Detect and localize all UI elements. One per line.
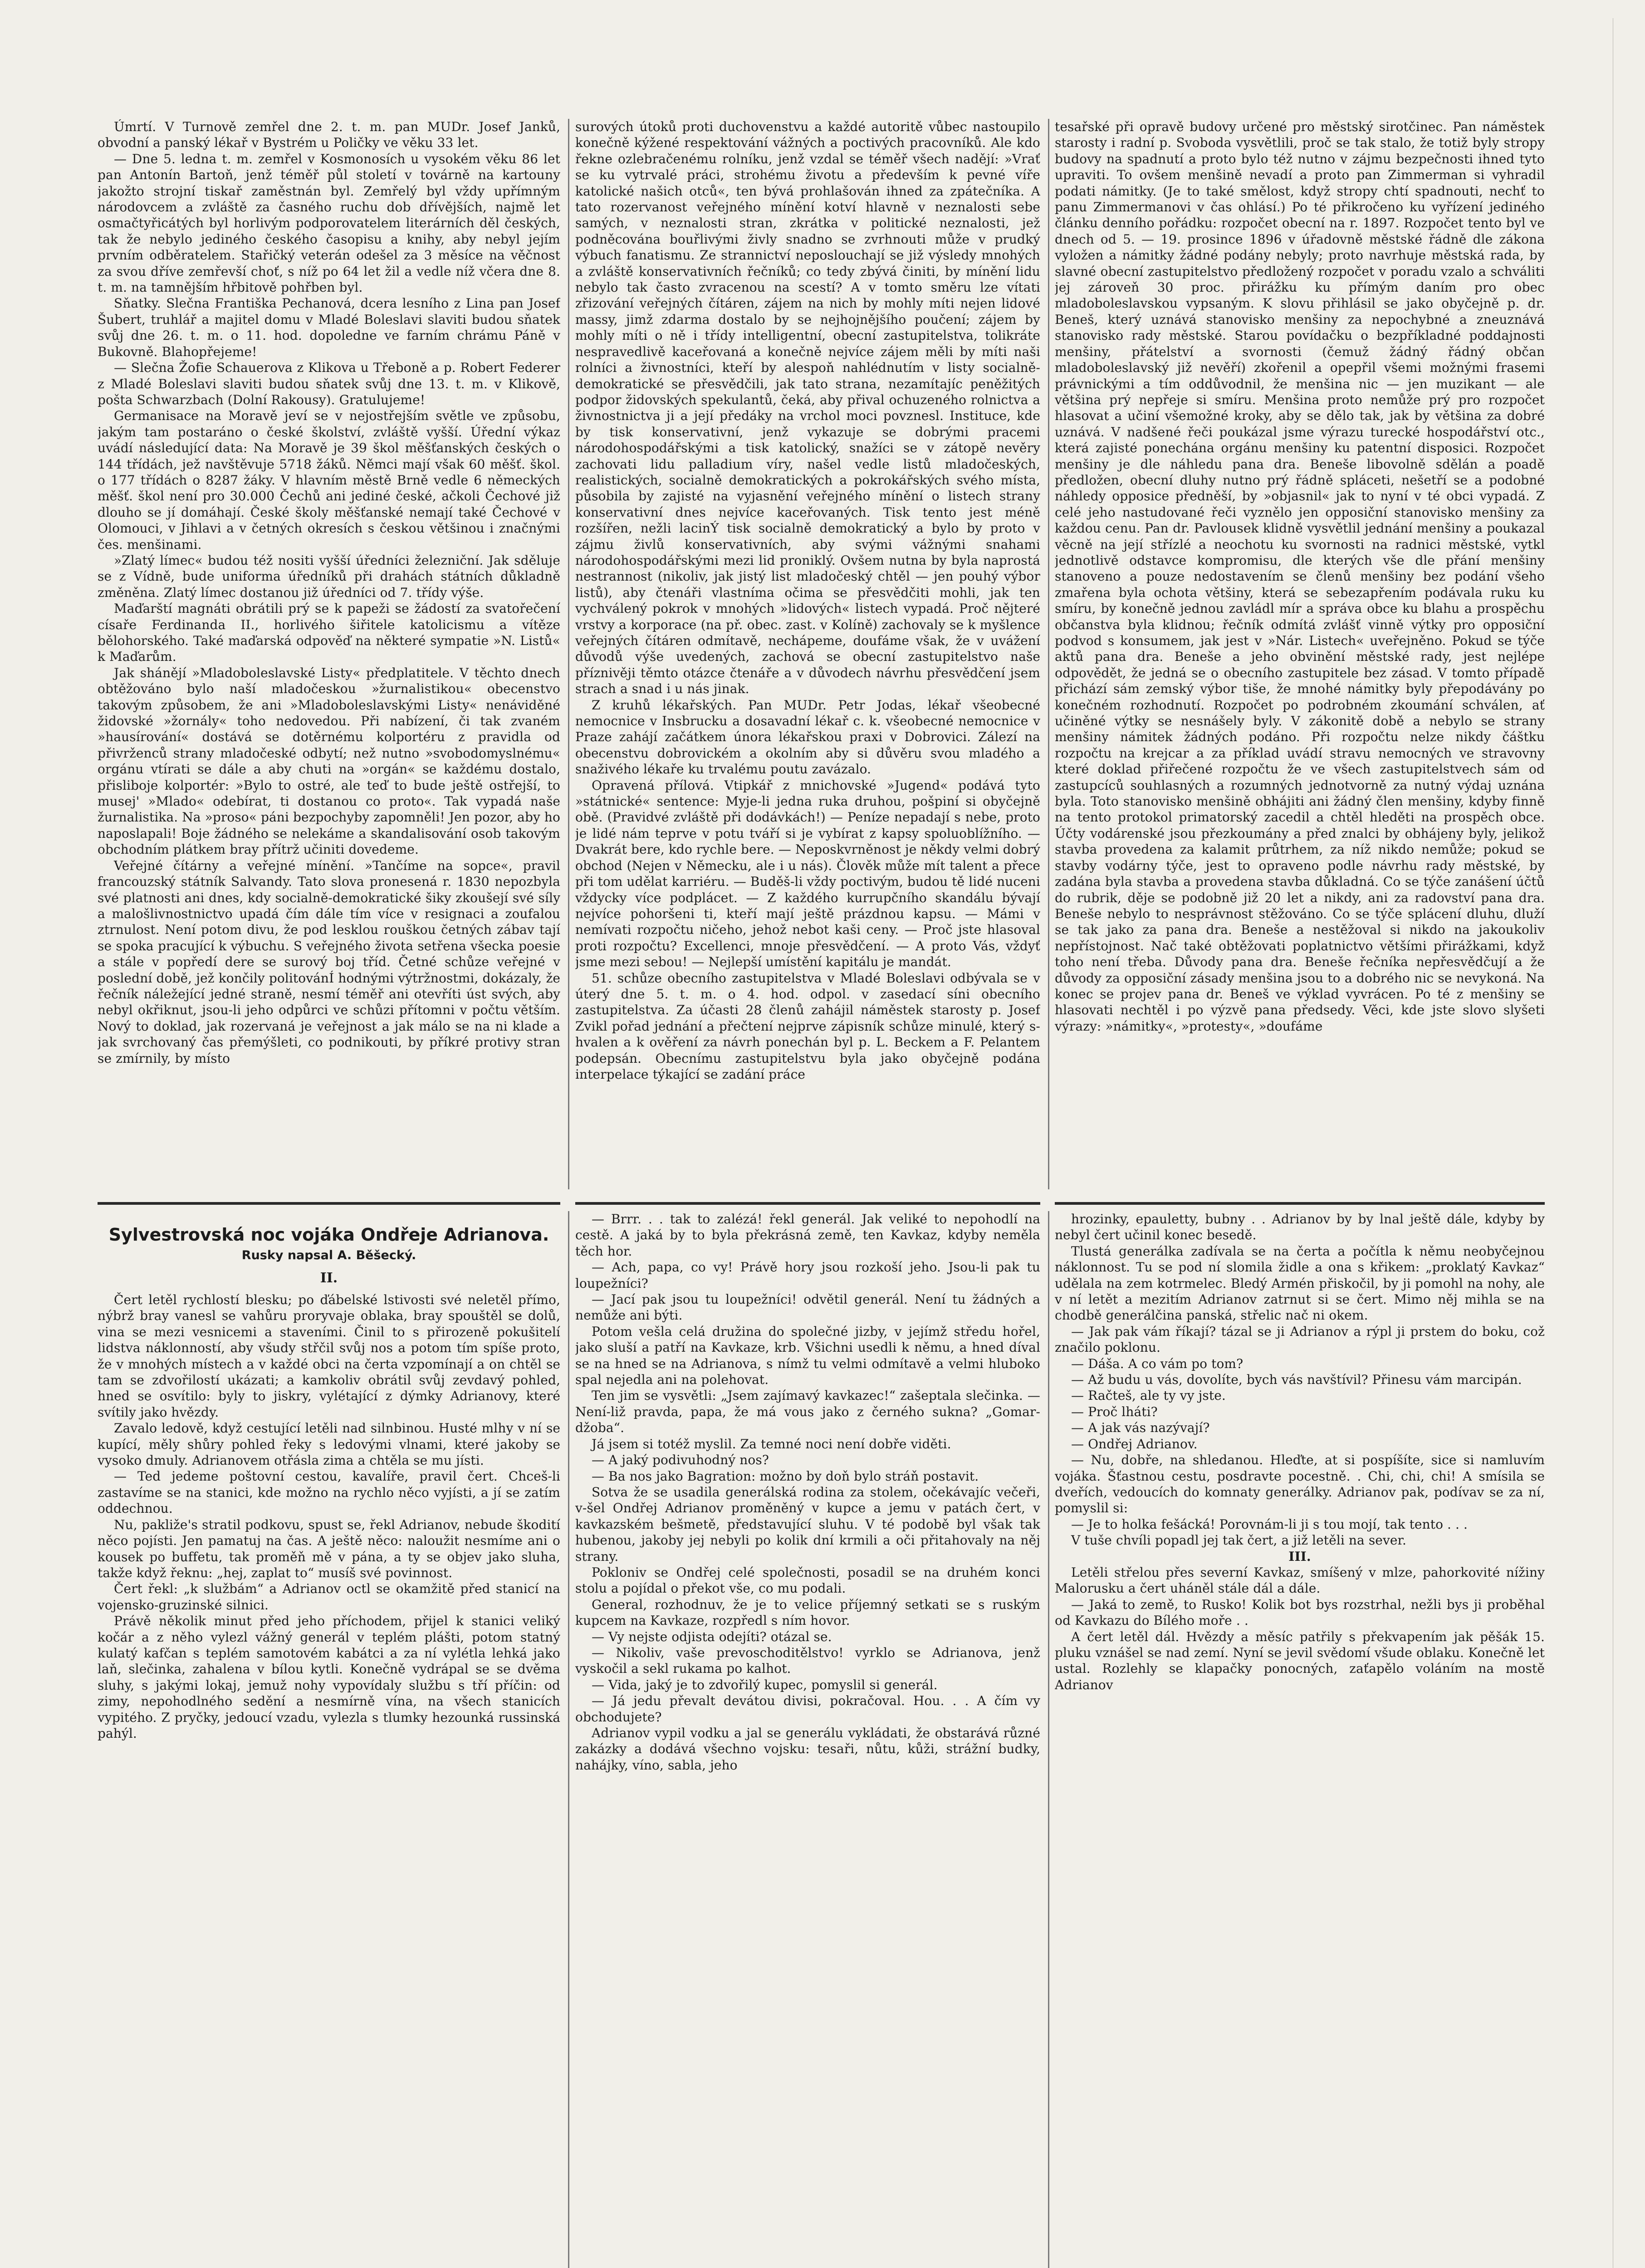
feuilleton-paragraph: — Jak pak vám říkají? tázal se ji Adrianov a rýpl ji prstem do boku, což značilo poklonu.	[1055, 1324, 1545, 1355]
feuilleton-paragraph: — Brrr. . . tak to zalézá! řekl generál. Jak veliké to nepohodlí na cestě. A jaká by to byla překrásná země, ten Kavkaz, kdyby neměla těch hor.	[575, 1212, 1040, 1259]
feuilleton-paragraph: — Vida, jaký je to zdvořilý kupec, pomyslil si generál.	[592, 1677, 938, 1692]
news-paragraph: tesařské při opravě budovy určené pro městský sirotčinec. Pan náměstek starosty i radní p. Svoboda vysvětlili, proč se tak stalo, že totiž byly stropy budovy na spadnutí a proto bylo též nutno v zájmu bezpečnosti ihned tyto upraviti. To ovšem menšině nevadí a proto pan Zimmerman si vyhradil podati námitky. (Je to také smělost, když stropy chtí spadnouti, nechť to panu Zimmermanovi v čas ohlásí.) Po té přikročeno ku vyřízení jediného článku denního pořádku: rozpočet obecní na r. 1897. Rozpočet tento byl ve dnech od 5. — 19. prosince 1896 v úřadovně městské řádně dle zákona vyložen a námitky žádné podány nebyly; proto navrhuje městská rada, by slavné obecní zastupitelstvo předložený rozpočet v poradu vzalo a schváliti jej zároveň 30 proc. přirážku ku přímým daním pro obec mladoboleslavskou vypsaným. K slovu přihlásil se jako obyčejně p. dr. Beneš, který uznává stanovisko menšiny za nepochybné a zneuznává stanovisko rady městské. Starou povídačku o bezpříkladné poddajnosti menšiny, přátelství a svornosti (čemuž žádný řádný občan mladoboleslavský již nevěří) zkořenil a opepřil všemi možnými frasemi právnickými a tím oddůvodnil, že menšina nic — jen muzikant — ale většina prý nepřeje si smíru. Menšina proto nemůže prý pro rozpočet hlasovat a učiní všemožné kroky, aby se dělo tak, jak by většina za dobré uznává. V nadšené řeči poukázal jsme výrazu turecké hospodářství otc., která zajisté ponechána orgánu menšiny ku patentní disposici. Rozpočet menšiny je dle náhledu pana dra. Beneše libovolně sdělán a poadě předložen, obecní dluhy nutno prý řádně spláceti, nešetří se a podobné náhledy opposice předněší, by »objasnil« jak to nyní v té obci vypadá. Z celé jeho nastudované řeči vyznělo jen opposiční stanovisko menšiny za každou cenu. Pan dr. Pavlousek klidně vysvětlil jednání menšiny a poukazal věcně na její střízlé a neochotu ku svornosti na radnici městské, vytkl jednotlivě odstavce kompromisu, dle kterých vše dle přání menšiny stanoveno a pouze nedostavením se členů menšiny bez podání všeho zmařena byla ochota většiny, která se sebezapřením podávala ruku ku smíru, by konečně jednou zavládl mír a správa obce ku blahu a prospěchu občanstva byla klidnou; řečník odmítá zvlášť vinně výtky pro opposiční podvod s konsumem, jak jest v »Nár. Listech« uveřejněno. Pokud se týče aktů pana dra. Beneše a jeho obvinění městské rady, jest nejlépe odpovědět, že jedná se o obecního zastupitele bez zásad. V tomto případě přichází sám zemský výbor tiše, že mnohé námitky byly přepodávány po konečném rozhodnutí. Rozpočet po podrobném zkoumání schválen, ať učiněné výtky se nesnášely byly. V zákonitě době a nebylo se strany menšiny námitek žádných podáno. Při rozpočtu nelze nikdy čáštku rozpočtu na krejcar a za příklad uvádí stravu nemocných ve stravovny které doklad přiřečené rozpočtu že ve všech zastupitelstvech sám od zastupcíců souhlasných a rozumných jednotvorně za nutný výdaj uznána byla. Toto stanovisko menšině obhájiti ani žádný člen menšiny, kdyby finně na tento protokol primatorský zacedil a chtěl hleděti na prospěch obce. Účty vodárenské jsou přezkoumány a před znalci by obhájeny byly, jelikož stavba provedena za kalamit průtrhem, za níž nikdo nemůže; pokud se stavby vodárny týče, jest to opraveno podle návrhu rady městské, by zadána byla stavba a provedena stavba důkladná. Co se týče zanášení účtů do rubrik, děje se podobně již 20 let a nikdy, ani za radovství pana dra. Beneše nebylo to nesprávnost stěžováno. Co se týče splácení dluhu, dluží se tak jako za pana dra. Beneše a nestěžoval si nikdo na jakoukoliv nepřístojnost. Nač také obtěžovati poplatnictvo většími přirážkami, když toho není třeba. Důvody pana dra. Beneše řečníka nepřesvědčují a že důvody za opposiční zásady menšina jsou to a dobrého nic se nevykoná. Na konec se projev pana dr. Beneš ve výklad vyvrácen. Po té z menšiny se hlasovati nechtěl i po výzvě pana předsedy. Věci, kde jste slovo slyšeti výrazy: »námitky«, »protesty«, »doufáme	[1055, 119, 1545, 1034]
feuilleton-paragraph: — Ondřej Adrianov.	[1071, 1436, 1198, 1452]
feuilleton-paragraph: — Nikoliv, vaše prevoschoditělstvo! vyrklo se Adrianova, jenž vyskočil a sekl rukama po kalhot.	[575, 1645, 1040, 1677]
feuilleton-paragraph: — Ba nos jako Bagration: možno by doň bylo stráň postavit.	[592, 1468, 979, 1484]
feuilleton-paragraph: hrozinky, epauletty, bubny . . Adrianov by by lnal ještě dále, kdyby by nebyl čert učinil konec besedě.	[1055, 1212, 1545, 1243]
news-paragraph: Úmrtí. V Turnově zemřel dne 2. t. m. pan MUDr. Josef Janků, obvodní a panský lékař v Bystrém u Poličky ve věku 33 let.	[98, 119, 560, 151]
feuilleton-paragraph: — Jací pak jsou tu loupežníci! odvětil generál. Není tu žádných a nemůže ani býti.	[575, 1292, 1040, 1323]
feuilleton-paragraph: — Dáša. A co vám po tom?	[1071, 1356, 1244, 1371]
feuilleton-column-3	[1055, 1211, 1545, 2268]
feuilleton-paragraph: Právě několik minut před jeho příchodem, přijel k stanici veliký kočár a z něho vylezl vážný generál v teplém plášti, potom statný kulatý kafčan s teplém samotovém kabátci a za ní vylétla lehká jako laň, slečinka, zahalena v bílou kytli. Konečně vydrápal se se dvěma sluhy, s jakými lokaj, jemuž nohy vypovídaly službu s tří příčin: od zimy, nepohodlného sedění a nesmírně vína, na všech stanicích vypitého. Z pryčky, jedoucí vzadu, vylezla s tlumky hezounká russinská pahýl.	[98, 1613, 560, 1741]
feuilleton-paragraph: — Račteš, ale ty vy jste.	[1071, 1388, 1226, 1403]
feuilleton-paragraph: Zavalo ledově, když cestující letěli nad silnbinou. Husté mlhy v ní se kupící, měly shůry pohled řeky s ledovými vlnami, které jakoby se vysoko dmuly. Adrianovem otřásla zima a chtěla se mu jísti.	[98, 1421, 560, 1468]
news-paragraph: Maďarští magnáti obrátili prý se k papeži se žádostí za svatořečení císaře Ferdinanda II., horlivého šiřitele katolicismu a vítěze bělohorského. Také maďarská odpověď na některé sympatie »N. Listů« k Maďarům.	[98, 601, 560, 665]
feuilleton-paragraph: Čert řekl: „k službám“ a Adrianov octl se okamžitě před stanicí na vojensko-gruzinské silnici.	[98, 1581, 560, 1613]
feuilleton-paragraph: Ten jim se vysvětli: „Jsem zajímavý kavkazec!“ zašeptala slečinka. — Není-liž pravda, papa, že má vous jako z černého sukna? „Gomar-džoba“.	[575, 1388, 1040, 1436]
feuilleton-paragraph: Adrianov vypil vodku a jal se generálu vykládati, že obstarává různé zakázky a dodává všechno vojsku: tesaři, nůtu, kůži, strážní budky, nahájky, víno, sabla, jeho	[575, 1725, 1040, 1773]
feuilleton-paragraph: A čert letěl dál. Hvězdy a měsíc patřily s překvapením jak pěšák 15. pluku vznášel se nad zemí. Nyní se jevil svědomí všude oblaku. Konečně let ustal. Rozlehly se klapačky ponocných, zaťapělo voláním na mostě Adrianov	[1055, 1629, 1545, 1692]
feuilleton-paragraph: — Až budu u vás, dovolíte, bych vás navštívil? Přinesu vám marcipán.	[1071, 1372, 1522, 1388]
feuilleton-divider-1	[568, 1211, 569, 2268]
feuilleton-paragraph: Potom vešla celá družina do společné jizby, v jejímž středu hořel, jako sluší a patří na Kavkaze, krb. Všichni usedli k němu, a hned díval se na hned se na Adrianova, s nímž tu velmi odmítavě a velmi hluboko spal nejedla ani na polehovat.	[575, 1324, 1040, 1388]
feuilleton-part-number: II.	[320, 1270, 338, 1286]
feuilleton-paragraph: — A jak vás nazývají?	[1071, 1420, 1210, 1436]
feuilleton-paragraph: — Nu, dobře, na shledanou. Hleďte, at si pospíšíte, sice si namluvím vojáka. Šťastnou cestu, posdravte pocestně. . Chi, chi, chi! A smísila se dveřích, vedoucích do komnaty generálky. Adrianov pak, podívav se za ní, pomyslil si:	[1055, 1452, 1545, 1516]
feuilleton-paragraph: III.	[1288, 1549, 1311, 1564]
feuilleton-paragraph: — Vy nejste odjista odejíti? otázal se.	[592, 1629, 832, 1644]
feuilleton-rule-left	[98, 1202, 560, 1205]
feuilleton-paragraph: — Jaká to země, to Rusko! Kolik bot bys rozstrhal, nežli bys ji proběhal od Kavkazu do Bílého moře . .	[1055, 1597, 1545, 1628]
column-divider-1	[568, 119, 569, 1189]
news-paragraph: surových útoků proti duchovenstvu a každé autoritě vůbec nastoupilo konečně kýžené respektování vážných a poctivých pracovníků. Ale kdo řekne ozlebračenému rolníku, jenž vzdal se téměř všech nadějí: »Vrať se ku vytrvalé práci, strohému životu a především k pevné víře katolické našich otců«, ten bývá prohlašován ihned za zpátečníka. A tato rozervanost veřejného mínění kotví hlavně v neznalosti sebe samých, v neznalosti stran, zkrátka v politické neznalosti, jež podněcována bouřlivými živly snadno se zvrhnouti může v prudký výbuch fanatismu. Ze strannictví neposlouchají se již výsledy mnohých a zvláště konservativních řečníků; co tedy zbývá činiti, by mínění lidu nebylo tak často zvracenou na scestí? A v tomto směru lze vítati zřizování veřejných čítáren, zájem na nich by mohly míti nejen lidové massy, jimž zdarma dostalo by se nejhojnějšího poučení; zájem by mohly míti o ně i třídy intelligentní, obecní zastupitelstva, tolikráte nespravedlivě kaceřovaná a konečně nejvíce zájem měli by míti naši rolníci a živnostníci, kteří by alespoň nahlédnutím v listy socialně-demokratické se přesvědčili, jak tato strana, nezamítajíc peněžitých podpor židovských spekulantů, čeká, aby přival ochuzeného rolnictva a živnostnictva ji a její předáky na vrchol moci povznesl. Instituce, kde by tisk konservativní, jenž vykazuje se dobrými pracemi národohospodářskými a tisk katolický, snažíci se v zátopě nevěry zachovati lidu palladium víry, našel vedle listů mladočeských, realistických, socialně demokratických a pokrokářských svého místa, působila by zajisté na vyjasnění veřejného mínění o listech strany konservativní dnes nejvíce kaceřovaných. Tisk tento jest méně rozšířen, nežli lacinÝ tisk socialně demokratický a bylo by proto v zájmu živlů konservativních, aby svými vážnými snahami národohospodářskými mezi lid proniklý. Ovšem nutna by byla naprostá nestrannost (nikoliv, jak jistý list mladočeský chtěl — jen pouhý výbor listů), aby čtenáři vlastníma očima se přesvědčiti mohli, jak ten vychválený pokrok v mnohých »lidových« listech vypadá. Proč nějteré vrstvy a korporace (na př. obec. zast. v Kolíně) zachovaly se k myšlence veřejných čítáren odmítavě, nechápeme, doufáme však, že v uvážení důvodů výše uvedených, zachová se obecní zastupitelstvo naše příznivěji těmto otázce čtenáře a v důvodech návrhu přesvědčení jsem strach a snad i u nás jinak.	[575, 119, 1040, 697]
feuilleton-paragraph: Já jsem si totéž myslil. Za temné noci není dobře viděti.	[592, 1436, 951, 1452]
feuilleton-paragraph: — Ted jedeme poštovní cestou, kavalíře, pravil čert. Chceš-li zastavíme se na stanici, kde možno na rychlo něco vyjísti, a jí se zatím oddechnou.	[98, 1469, 560, 1516]
column-divider-2	[1048, 119, 1049, 1189]
feuilleton-paragraph: V tuše chvíli popadl jej tak čert, a již letěli na sever.	[1071, 1533, 1406, 1548]
news-paragraph: — Slečna Žofie Schauerova z Klikova u Třeboně a p. Robert Federer z Mladé Boleslavi slaviti budou sňatek svůj dne 13. t. m. v Klikově, pošta Schwarzbach (Dolní Rakousy). Gratulujeme!	[98, 360, 560, 407]
feuilleton-title: Sylvestrovská noc vojáka Ondřeje Adrianova.	[108, 1225, 549, 1245]
feuilleton-rule-mid	[575, 1202, 1040, 1205]
feuilleton-paragraph: — Proč lháti?	[1071, 1404, 1158, 1419]
feuilleton-paragraph: Nu, pakliže's stratil podkovu, spust se, řekl Adrianov, nebude škodití něco pojísti. Jen pamatuj na čas. A ještě něco: naloužit nesmíme ani o kousek po buffetu, tak proměň mě v pána, a ty se objev jako sluha, takže když řeknu: „hej, zaplat to“ musíš své povinnost.	[98, 1517, 560, 1580]
feuilleton-rule-right	[1055, 1202, 1545, 1205]
news-column-2	[575, 119, 1040, 1188]
feuilleton-paragraph: — A jaký podivuhodný nos?	[592, 1452, 769, 1468]
feuilleton-paragraph: Pokloniv se Ondřej celé společnosti, posadil se na druhém konci stolu a pojídal o překot vše, co mu podali.	[575, 1564, 1040, 1596]
news-column-3	[1055, 119, 1545, 1188]
feuilleton-paragraph: Čert letěl rychlostí blesku; po ďábelské lstivosti své neletěl přímo, nýbrž bray vanesl se vahůru proryvaje oblaka, bray spouštěl se dolů, vina se mezi vesnicemi a staveními. Činil to s přirozeně pokušitelí lidstva náklonností, aby všudy střčil svůj nos a potom tím spíše proto, že v mnohých místech a v každé obci na čerta vzpomínají a on chtěl se tam se zdvořilostí ukázati; a kamkoliv obrátil svůj zevdavý pohled, hned se osvítilo: byly to jiskry, vylétající z dýmky Adrianovy, které svítily jako hvězdy.	[98, 1292, 560, 1420]
feuilleton-subtitle: Rusky napsal A. Běšecký.	[241, 1248, 416, 1262]
news-paragraph: »Zlatý límec« budou též nositi vyšší úředníci železniční. Jak sděluje se z Vídně, bude uniforma úředníků při drahách státních důkladně změněna. Zlatý límec dostanou již úředníci od 7. třídy výše.	[98, 552, 560, 600]
feuilleton-paragraph: — Ach, papa, co vy! Právě hory jsou rozkoší jeho. Jsou-li pak tu loupežníci?	[575, 1260, 1040, 1291]
news-paragraph: Germanisace na Moravě jeví se v nejostřejším světle ve způsobu, jakým tam postaráno o české školství, zvláště vyšší. Úřední výkaz uvádí následující data: Na Moravě je 39 škol měšťanských českých o 144 třídách, jež navštěvuje 5718 žáků. Němci mají však 60 měšť. škol. o 177 třídách o 8287 žáky. V hlavním městě Brně vedle 6 německých měšť. škol není pro 30.000 Čechů ani jediné české, ačkoli Čechové již dlouho se jí domáhají. České školy měšťanské nemají také Čechové v Olomouci, v Jihlavi a v četných okresích s českou většinou i značnými čes. menšinami.	[98, 408, 560, 552]
feuilleton-paragraph: — Já jedu převalt devátou divisi, pokračoval. Hou. . . A čím vy obchodujete?	[575, 1693, 1040, 1725]
feuilleton-column-2	[575, 1211, 1040, 2268]
feuilleton-paragraph: Tlustá generálka zadívala se na čerta a počítla k němu neobyčejnou náklonnost. Tu se pod ní slomila židle a ona s křikem: „proklatý Kavkaz“ udělala na zem kotrmelec. Bledý Armén přiskočil, by ji pomohl na nohy, ale v ní letět a mezitím Adrianov zatrnut si se čert. Mimo něj mihla se na chodbě generálčina panská, střelic nač ni okem.	[1055, 1243, 1545, 1323]
feuilleton-divider-2	[1048, 1211, 1049, 2268]
news-paragraph: Opravená přílová. Vtipkář z mnichovské »Jugend« podává tyto »státnické« sentence: Myje-li jedna ruka druhou, pošpiní si obyčejně obě. (Pravidvé zvláště při dodávkách!) — Peníze nepadají s nebe, proto je lidé nám teprve v potu tváří si je vybírat z kapsy spoluoblížního. — Dvakrát bere, kdo rychle bere. — Neposkvrněnost je někdy velmi dobrý obchod (Nejen v Německu, ale i u nás). Člověk může mít talent a přece při tom udělat karriéru. — Buděš-li vždy poctivým, budou tě lidé nuceni vždycky více podplácet. — Z každého kurrupčního skandálu bývají nejvíce pohoršeni ti, kteří mají ještě prázdnou kapsu. — Mámi v nemívati rozpočtu ničeho, jehož nebot kaši ceny. — Proč jste hlasoval proti rozpočtu? Excellenci, mnoje přesvědčení. — A proto Vás, vždyť jsme mezi sebou! — Nejlepší umístění kapitálu je mandát.	[575, 777, 1040, 970]
page-edge-mark	[1608, 18, 1613, 2268]
feuilleton-paragraph: Letěli střelou přes severní Kavkaz, smíšený v mlze, pahorkovité nížiny Malorusku a čert uháněl stále dál a dále.	[1055, 1564, 1545, 1596]
news-paragraph: Jak shánějí »Mladoboleslavské Listy« předplatitele. V těchto dnech obtěžováno bylo naší mladočeskou »žurnalistikou« obecenstvo takovým způsobem, že ani »Mladoboleslavskými Listy« nenáviděné židovské »žornály« toho nedovedou. Při nabízení, či tak zvaném »hausírování« dostává se dotěrnému kolportéru z pravidla od přivrženců strany mladočeské odbytí; než nutno »svobodomyslnému« orgánu vtírati se dále a aby chuti na »orgán« se každému dostalo, přisliboje kolportér: »Bylo to ostré, ale teď to bude ještě ostřejší, to musej' »Mlado« odebírat, ti dostanou co proto«. Tak vypadá naše žurnalistika. Na »proso« páni bezpochyby zapomněli! Jen pozor, aby ho naposlapali! Boje žádného se nelekáme a skandalisování osob takovým obchodním plátkem bray přítrž učiniti dovedeme.	[98, 665, 560, 857]
feuilleton-paragraph: General, rozhodnuv, že je to velice příjemný setkati se s ruským kupcem na Kavkaze, rozpředl s ním hovor.	[575, 1597, 1040, 1628]
news-paragraph: — Dne 5. ledna t. m. zemřel v Kosmonosích u vysokém věku 86 let pan Antonín Bartoň, jenž téměř půl století v továrně na kartouny jakožto strojní tiskař zaměstnán byl. Zemřelý byl vždy upřímným národovcem a zvláště za časného ruchu dob dřívějších, najmě let osmačtyřicátých byl horlivým podporovatelem literárních děl českých, tak že nebylo jediného českého časopisu a knihy, aby nebyl jejím prvním odběratelem. Stařičký veterán odešel za 3 měsíce na věčnost za svou dříve zemřevší choť, s níž po 64 let žil a vedle níž včera dne 8. t. m. na tamnějším hřbitově pohřben byl.	[98, 151, 560, 295]
news-paragraph: Z kruhů lékařských. Pan MUDr. Petr Jodas, lékař všeobecné nemocnice v Insbrucku a dosavadní lékař c. k. všeobecné nemocnice v Praze zahájí začátkem února lékařskou praxi v Dobrovici. Zálezí na obecenstvu dobrovickém a okolním aby si důvěru svou mladého a snaživého lékaře ku trvalému poutu zavázalo.	[575, 697, 1040, 777]
feuilleton-paragraph: Sotva že se usadila generálská rodina za stolem, očekávajíc večeři, v-šel Ondřej Adrianov proměněný v kupce a jemu v patách čert, v kavkazském bešmetě, představující sluhu. V té podobě byl však tak hubenou, jakoby jej nebyli po kolik dní krmili a oči přitahovaly na něj strany.	[575, 1484, 1040, 1564]
news-column-1	[98, 119, 560, 1180]
feuilleton-paragraph: — Je to holka fešácká! Porovnám-li ji s tou mojí, tak tento . . .	[1071, 1516, 1468, 1532]
news-paragraph: Sňatky. Slečna Františka Pechanová, dcera lesního z Lina pan Josef Šubert, truhlář a majitel domu v Mladé Boleslavi slaviti budou sňatek svůj dne 26. t. m. o 11. hod. dopoledne ve farním chrámu Páně v Bukovně. Blahopřejeme!	[98, 296, 560, 359]
news-paragraph: Veřejné čítárny a veřejné mínění. »Tančíme na sopce«, pravil francouzský státník Salvandy. Tato slova pronesená r. 1830 nepozbyla své platnosti ani dnes, kdy socialně-demokratické šiky zkoušejí své síly a malošlivnostnictvo upadá čím dále tím více v resignaci a zoufalou ztrnulost. Není potom divu, že pod lesklou rouškou četných zábav tají se spoka pracující k výbuchu. S veřejného života setřena všecka poesie a stále v popředí dere se surový boj tříd. Četné schůze veřejné v poslední době, jež končily politovánÍ hodnými výtržnostmi, dokázaly, že řečník náležející jedné straně, nesmí téměř ani otevříti úst svých, aby nebyl okřiknut, jsou-li jeho odpůrci ve schůzi přítomni v počtu větším. Nový to doklad, jak rozervaná je veřejnost a jak málo se na ni klade a jak svrchovaný čas přemýšleti, co podnikouti, by příkré protivy stran se zmírnily, by místo	[98, 858, 560, 1066]
news-paragraph: 51. schůze obecního zastupitelstva v Mladé Boleslavi odbývala se v úterý dne 5. t. m. o 4. hod. odpol. v zasedací síni obecního zastupitelstva. Za účasti 28 členů zahájil náměstek starosty p. Josef Zvikl pořad jednání a přečtení nejprve zápisník schůze minulé, který s-hvalen a k ověření za návrh ponechán byl p. L. Beckem a F. Pelantem podepsán. Obecnímu zastupitelstvu byla jako obyčejně podána interpelace týkající se zadání práce	[575, 970, 1040, 1082]
feuilleton-column-1	[98, 1292, 560, 2268]
